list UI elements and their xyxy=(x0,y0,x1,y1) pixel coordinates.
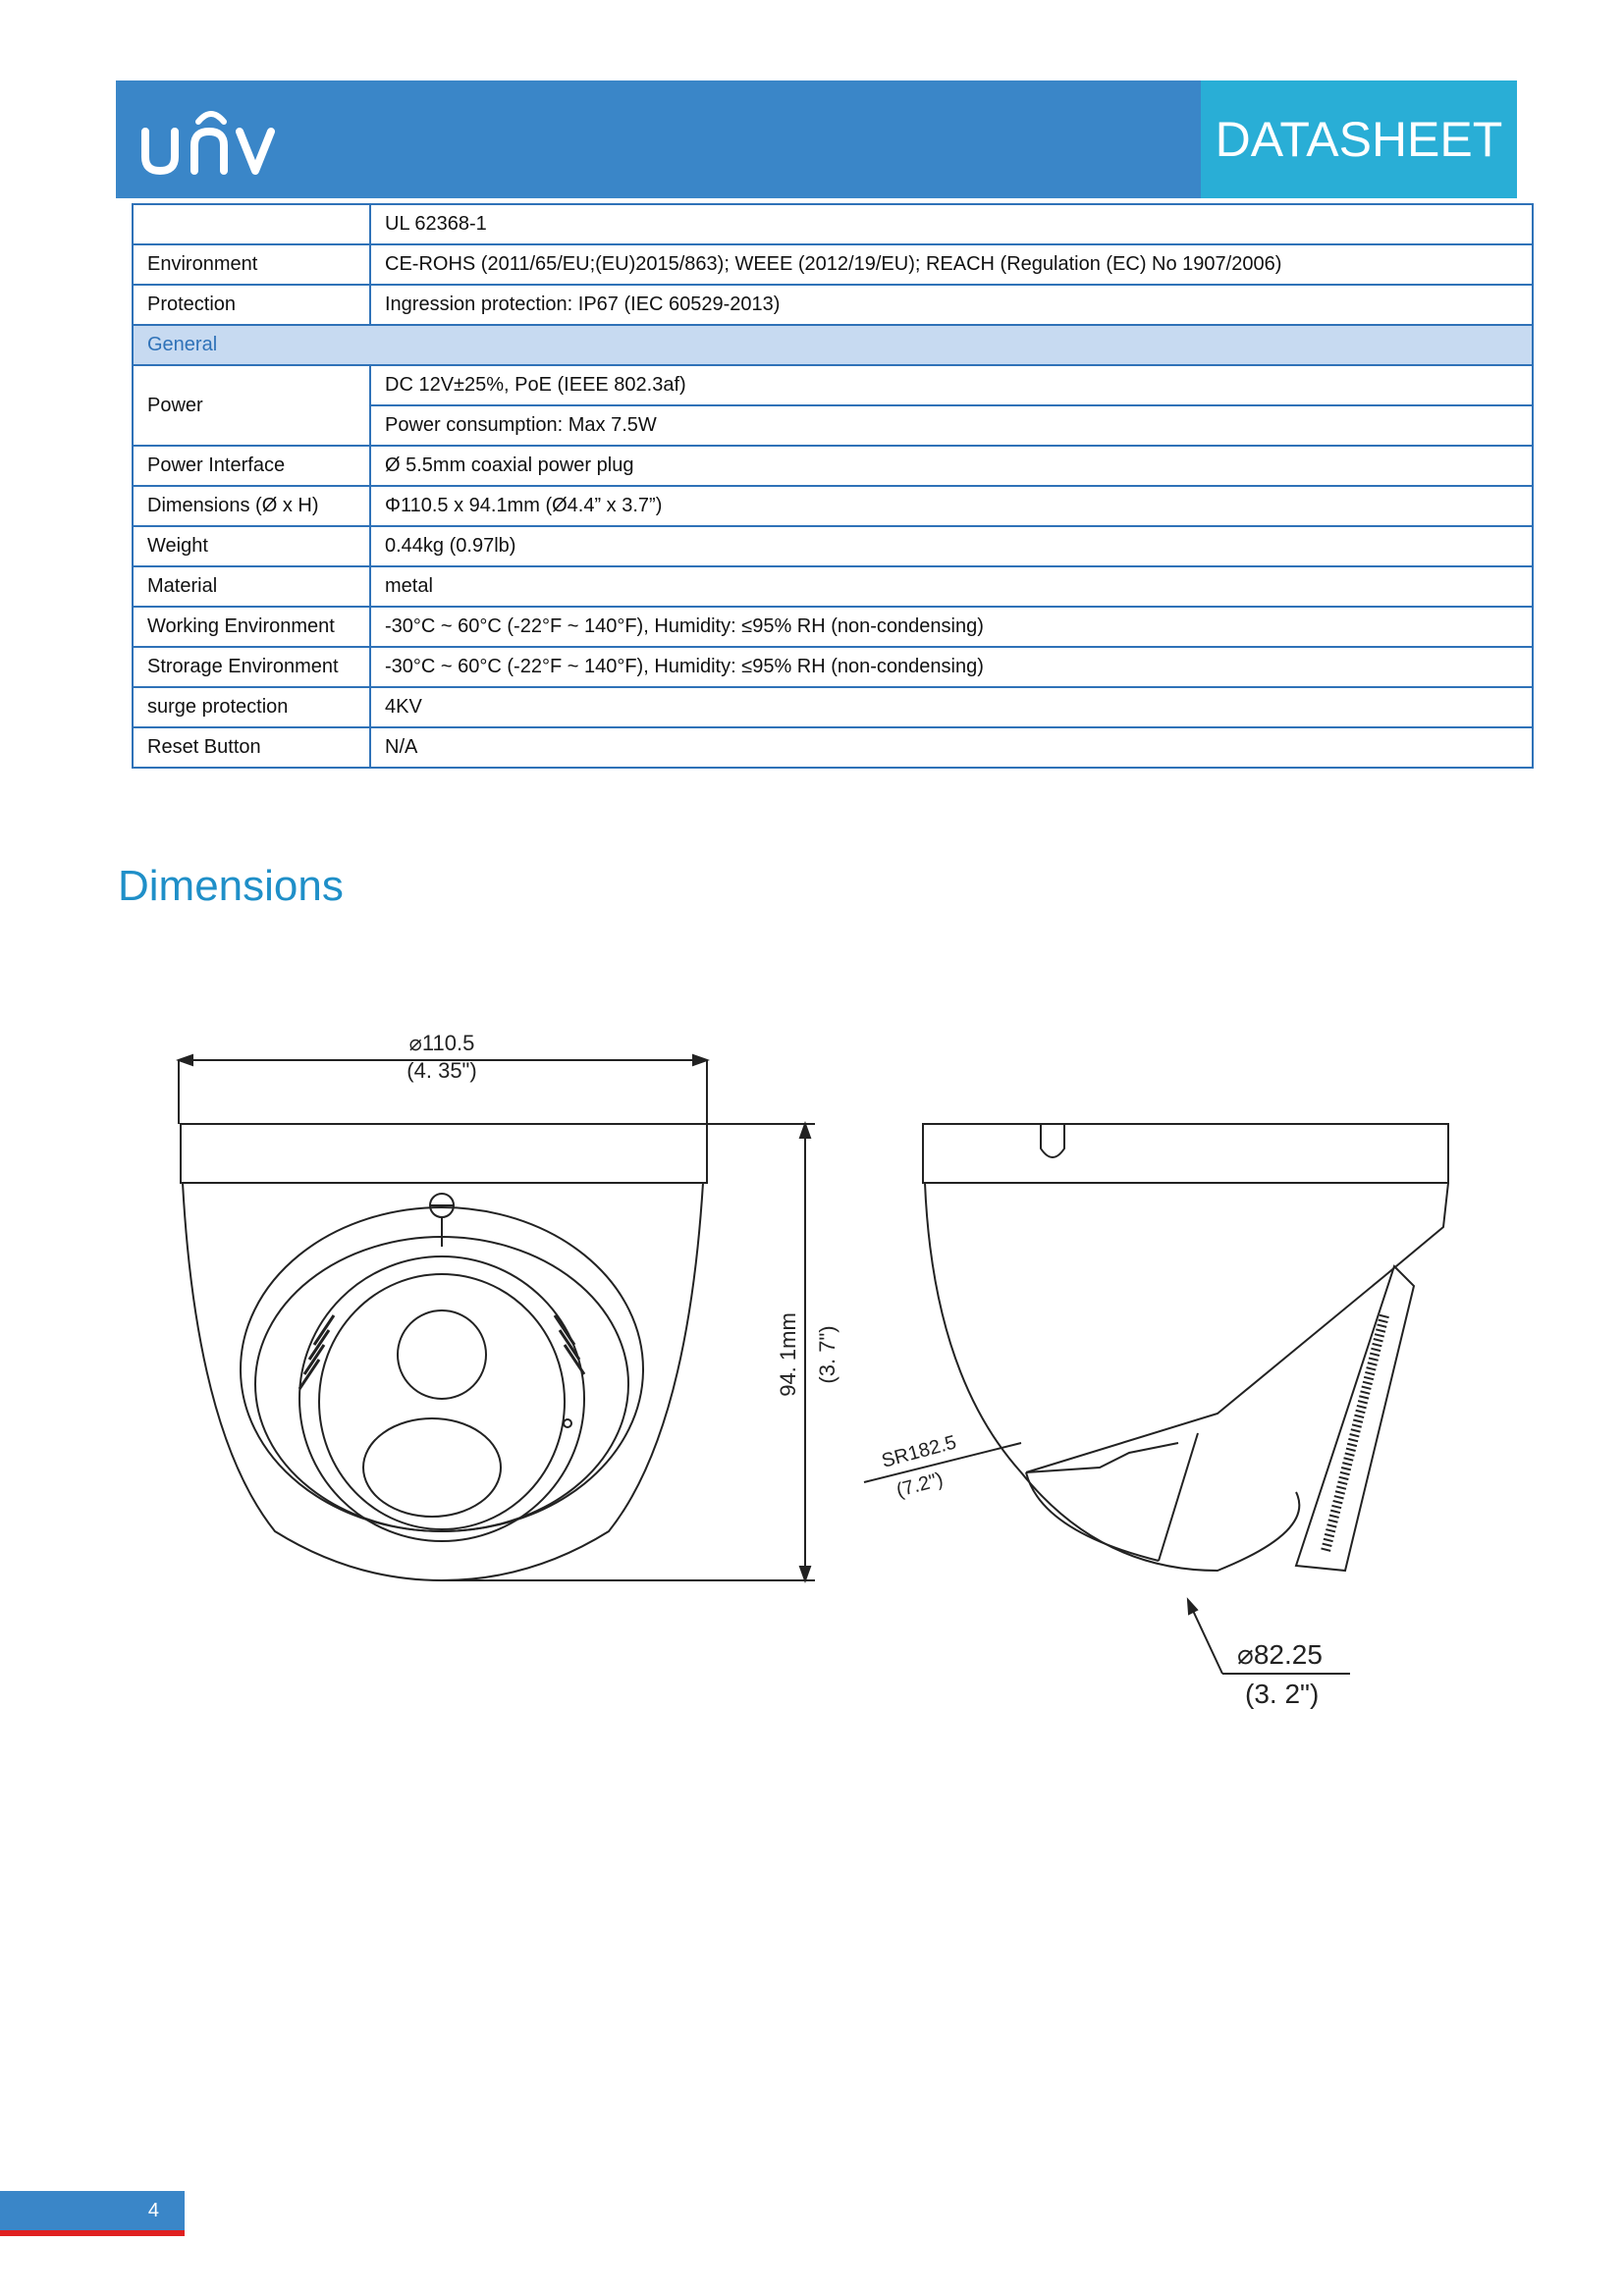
width-mm-label: ⌀110.5 xyxy=(408,1031,475,1055)
spec-value: Φ110.5 x 94.1mm (Ø4.4” x 3.7”) xyxy=(370,486,1533,526)
base-diameter-callout xyxy=(1188,1600,1350,1709)
spec-value: metal xyxy=(370,566,1533,607)
table-row xyxy=(133,446,1533,486)
table-row xyxy=(133,486,1533,526)
base-mm-label: ⌀82.25 xyxy=(1237,1639,1323,1670)
radius-in-label: (7.2") xyxy=(893,1468,946,1502)
spec-value: Power consumption: Max 7.5W xyxy=(370,405,1533,446)
spec-key: surge protection xyxy=(133,687,370,727)
spec-key: Strorage Environment xyxy=(133,647,370,687)
width-in-label: (4. 35") xyxy=(406,1058,477,1083)
spec-key: Dimensions (Ø x H) xyxy=(133,486,370,526)
table-row xyxy=(133,727,1533,768)
dimension-drawing xyxy=(157,1021,1502,1728)
table-row xyxy=(133,566,1533,607)
spec-key: Protection xyxy=(133,285,370,325)
table-row xyxy=(133,687,1533,727)
height-mm-label: 94. 1mm xyxy=(776,1312,800,1397)
spec-value: 0.44kg (0.97lb) xyxy=(370,526,1533,566)
spec-key: Power xyxy=(133,365,370,446)
spec-key: Reset Button xyxy=(133,727,370,768)
height-in-label: (3. 7") xyxy=(815,1325,839,1384)
base-in-label: (3. 2") xyxy=(1245,1679,1320,1709)
unv-logo xyxy=(137,100,285,181)
spec-value: DC 12V±25%, PoE (IEEE 802.3af) xyxy=(370,365,1533,405)
table-row xyxy=(133,526,1533,566)
spec-key: Material xyxy=(133,566,370,607)
spec-key: Environment xyxy=(133,244,370,285)
spec-value: CE-ROHS (2011/65/EU;(EU)2015/863); WEEE (2012/19/EU); REACH (Regulation (EC) No 1907/2006) xyxy=(370,244,1533,285)
spec-value: Ingression protection: IP67 (IEC 60529-2013) xyxy=(370,285,1533,325)
header-banner xyxy=(116,80,1517,198)
section-title: General xyxy=(133,325,1533,365)
side-view xyxy=(923,1124,1448,1571)
spec-key xyxy=(133,204,370,244)
spec-value: UL 62368-1 xyxy=(370,204,1533,244)
spec-value: -30°C ~ 60°C (-22°F ~ 140°F), Humidity: ≤95% RH (non-condensing) xyxy=(370,607,1533,647)
spec-value: -30°C ~ 60°C (-22°F ~ 140°F), Humidity: ≤95% RH (non-condensing) xyxy=(370,647,1533,687)
page-number: 4 xyxy=(0,2191,185,2230)
spec-value: 4KV xyxy=(370,687,1533,727)
table-row xyxy=(133,244,1533,285)
page-footer-accent xyxy=(0,2230,185,2236)
spec-key: Working Environment xyxy=(133,607,370,647)
spec-value: N/A xyxy=(370,727,1533,768)
datasheet-badge: DATASHEET xyxy=(1201,80,1517,198)
dimensions-heading: Dimensions xyxy=(118,862,344,910)
section-header-general xyxy=(133,325,1533,365)
front-view xyxy=(179,1031,707,1580)
height-dimension xyxy=(442,1124,839,1580)
table-row xyxy=(133,285,1533,325)
spec-key: Weight xyxy=(133,526,370,566)
spec-table xyxy=(132,203,1534,769)
table-row xyxy=(133,647,1533,687)
spec-value: Ø 5.5mm coaxial power plug xyxy=(370,446,1533,486)
table-row xyxy=(133,607,1533,647)
table-row xyxy=(133,204,1533,244)
spec-key: Power Interface xyxy=(133,446,370,486)
radius-mm-label: SR182.5 xyxy=(879,1431,959,1472)
table-row xyxy=(133,365,1533,405)
